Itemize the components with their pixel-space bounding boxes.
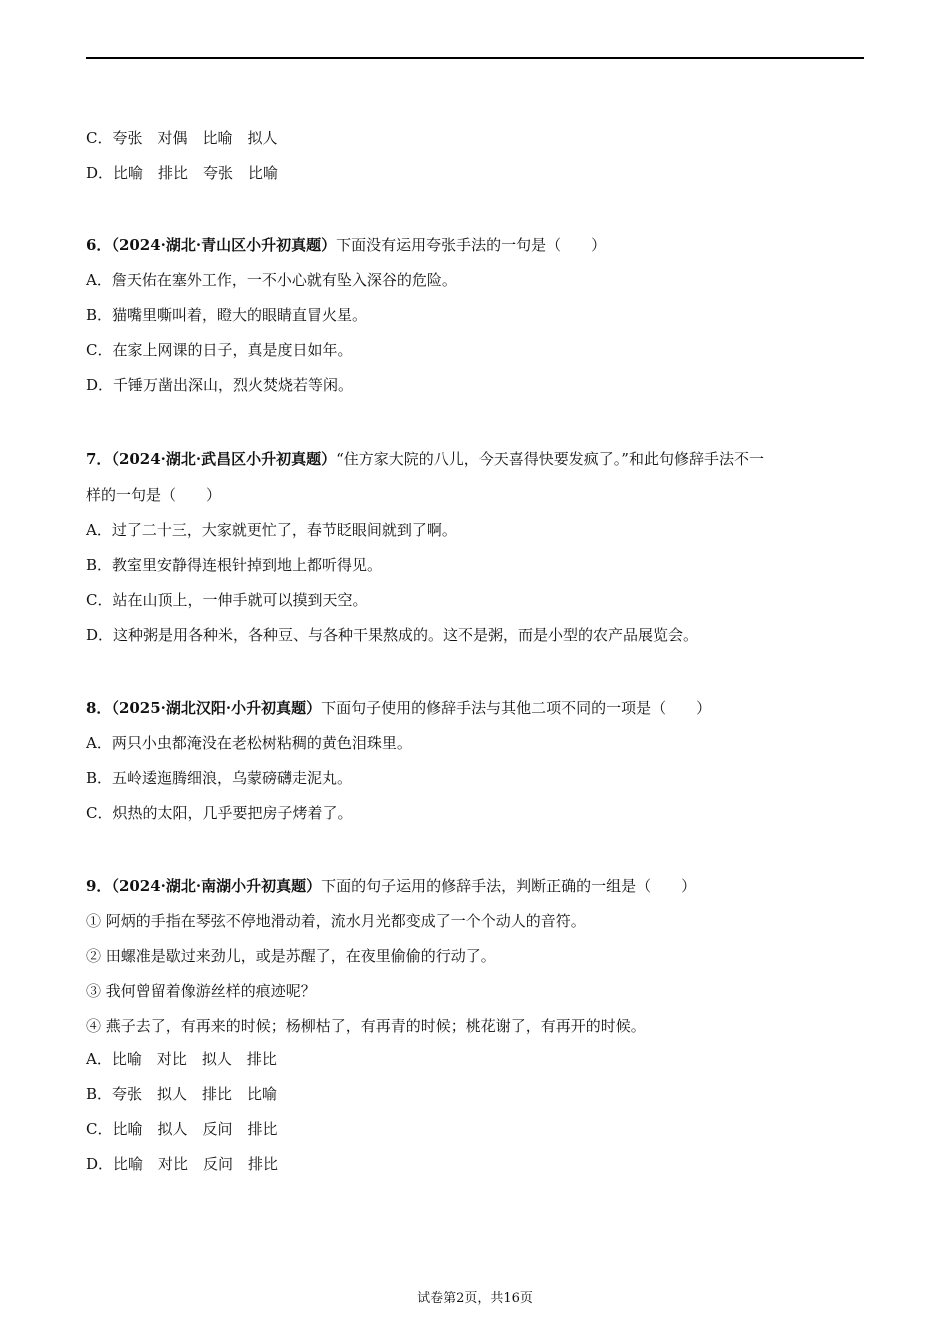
q8-text: 下面句子使用的修辞手法与其他二项不同的一项是（ ） bbox=[321, 699, 712, 717]
q7-stem-cont: 样的一句是（ ） bbox=[86, 486, 222, 504]
q9-source: （2024·湖北·南湖小升初真题） bbox=[111, 877, 322, 895]
q7-option-a: A．过了二十三，大家就更忙了，春节眨眼间就到了啊。 bbox=[86, 521, 457, 539]
q6-text: 下面没有运用夸张手法的一句是（ ） bbox=[336, 236, 607, 254]
q8-number: 8． bbox=[86, 699, 112, 717]
q9-sentence-4: ④ 燕子去了，有再来的时候；杨柳枯了，有再青的时候；桃花谢了，有再开的时候。 bbox=[86, 1017, 646, 1035]
q6-number: 6． bbox=[86, 236, 112, 254]
q9-stem bbox=[86, 876, 696, 896]
q5-option-c: C．夸张 对偶 比喻 拟人 bbox=[86, 129, 278, 147]
q8-stem bbox=[86, 698, 711, 718]
header-rule bbox=[86, 57, 864, 59]
q8-option-a: A．两只小虫都淹没在老松树粘稠的黄色泪珠里。 bbox=[86, 734, 412, 752]
q9-sentence-3: ③ 我何曾留着像游丝样的痕迹呢？ bbox=[86, 982, 316, 1000]
q6-option-b: B．猫嘴里嘶叫着，瞪大的眼睛直冒火星。 bbox=[86, 306, 368, 324]
q7-option-c: C．站在山顶上，一伸手就可以摸到天空。 bbox=[86, 591, 368, 609]
q9-option-d: D．比喻 对比 反问 排比 bbox=[86, 1155, 279, 1173]
q7-number: 7． bbox=[86, 450, 112, 468]
q8-option-b: B．五岭逶迤腾细浪，乌蒙磅礴走泥丸。 bbox=[86, 769, 353, 787]
q7-option-b: B．教室里安静得连根针掉到地上都听得见。 bbox=[86, 556, 383, 574]
q6-option-a: A．詹天佑在塞外工作，一不小心就有坠入深谷的危险。 bbox=[86, 271, 457, 289]
q9-option-c: C．比喻 拟人 反问 排比 bbox=[86, 1120, 278, 1138]
q9-number: 9． bbox=[86, 877, 112, 895]
q5-option-d: D．比喻 排比 夸张 比喻 bbox=[86, 164, 279, 182]
q8-source: （2025·湖北汉阳·小升初真题） bbox=[111, 699, 322, 717]
q9-sentence-1: ① 阿炳的手指在琴弦不停地滑动着，流水月光都变成了一个个动人的音符。 bbox=[86, 912, 586, 930]
q6-source: （2024·湖北·青山区小升初真题） bbox=[111, 236, 337, 254]
q7-source: （2024·湖北·武昌区小升初真题） bbox=[111, 450, 337, 468]
page-footer: 试卷第2页，共16页 bbox=[417, 1291, 533, 1306]
q8-option-c: C．炽热的太阳，几乎要把房子烤着了。 bbox=[86, 804, 353, 822]
q7-text: “住方家大院的八儿，今天喜得快要发疯了。”和此句修辞手法不一 bbox=[336, 450, 764, 468]
q9-sentence-2: ② 田螺准是歇过来劲儿，或是苏醒了，在夜里偷偷的行动了。 bbox=[86, 947, 496, 965]
q9-option-a: A．比喻 对比 拟人 排比 bbox=[86, 1050, 277, 1068]
q6-option-c: C．在家上网课的日子，真是度日如年。 bbox=[86, 341, 353, 359]
q6-stem bbox=[86, 235, 606, 255]
q9-option-b: B．夸张 拟人 排比 比喻 bbox=[86, 1085, 278, 1103]
q9-text: 下面的句子运用的修辞手法，判断正确的一组是（ ） bbox=[321, 877, 697, 895]
q6-option-d: D．千锤万凿出深山，烈火焚烧若等闲。 bbox=[86, 376, 354, 394]
q7-stem bbox=[86, 449, 764, 469]
q7-option-d: D．这种粥是用各种米，各种豆、与各种干果熬成的。这不是粥，而是小型的农产品展览会。 bbox=[86, 626, 699, 644]
